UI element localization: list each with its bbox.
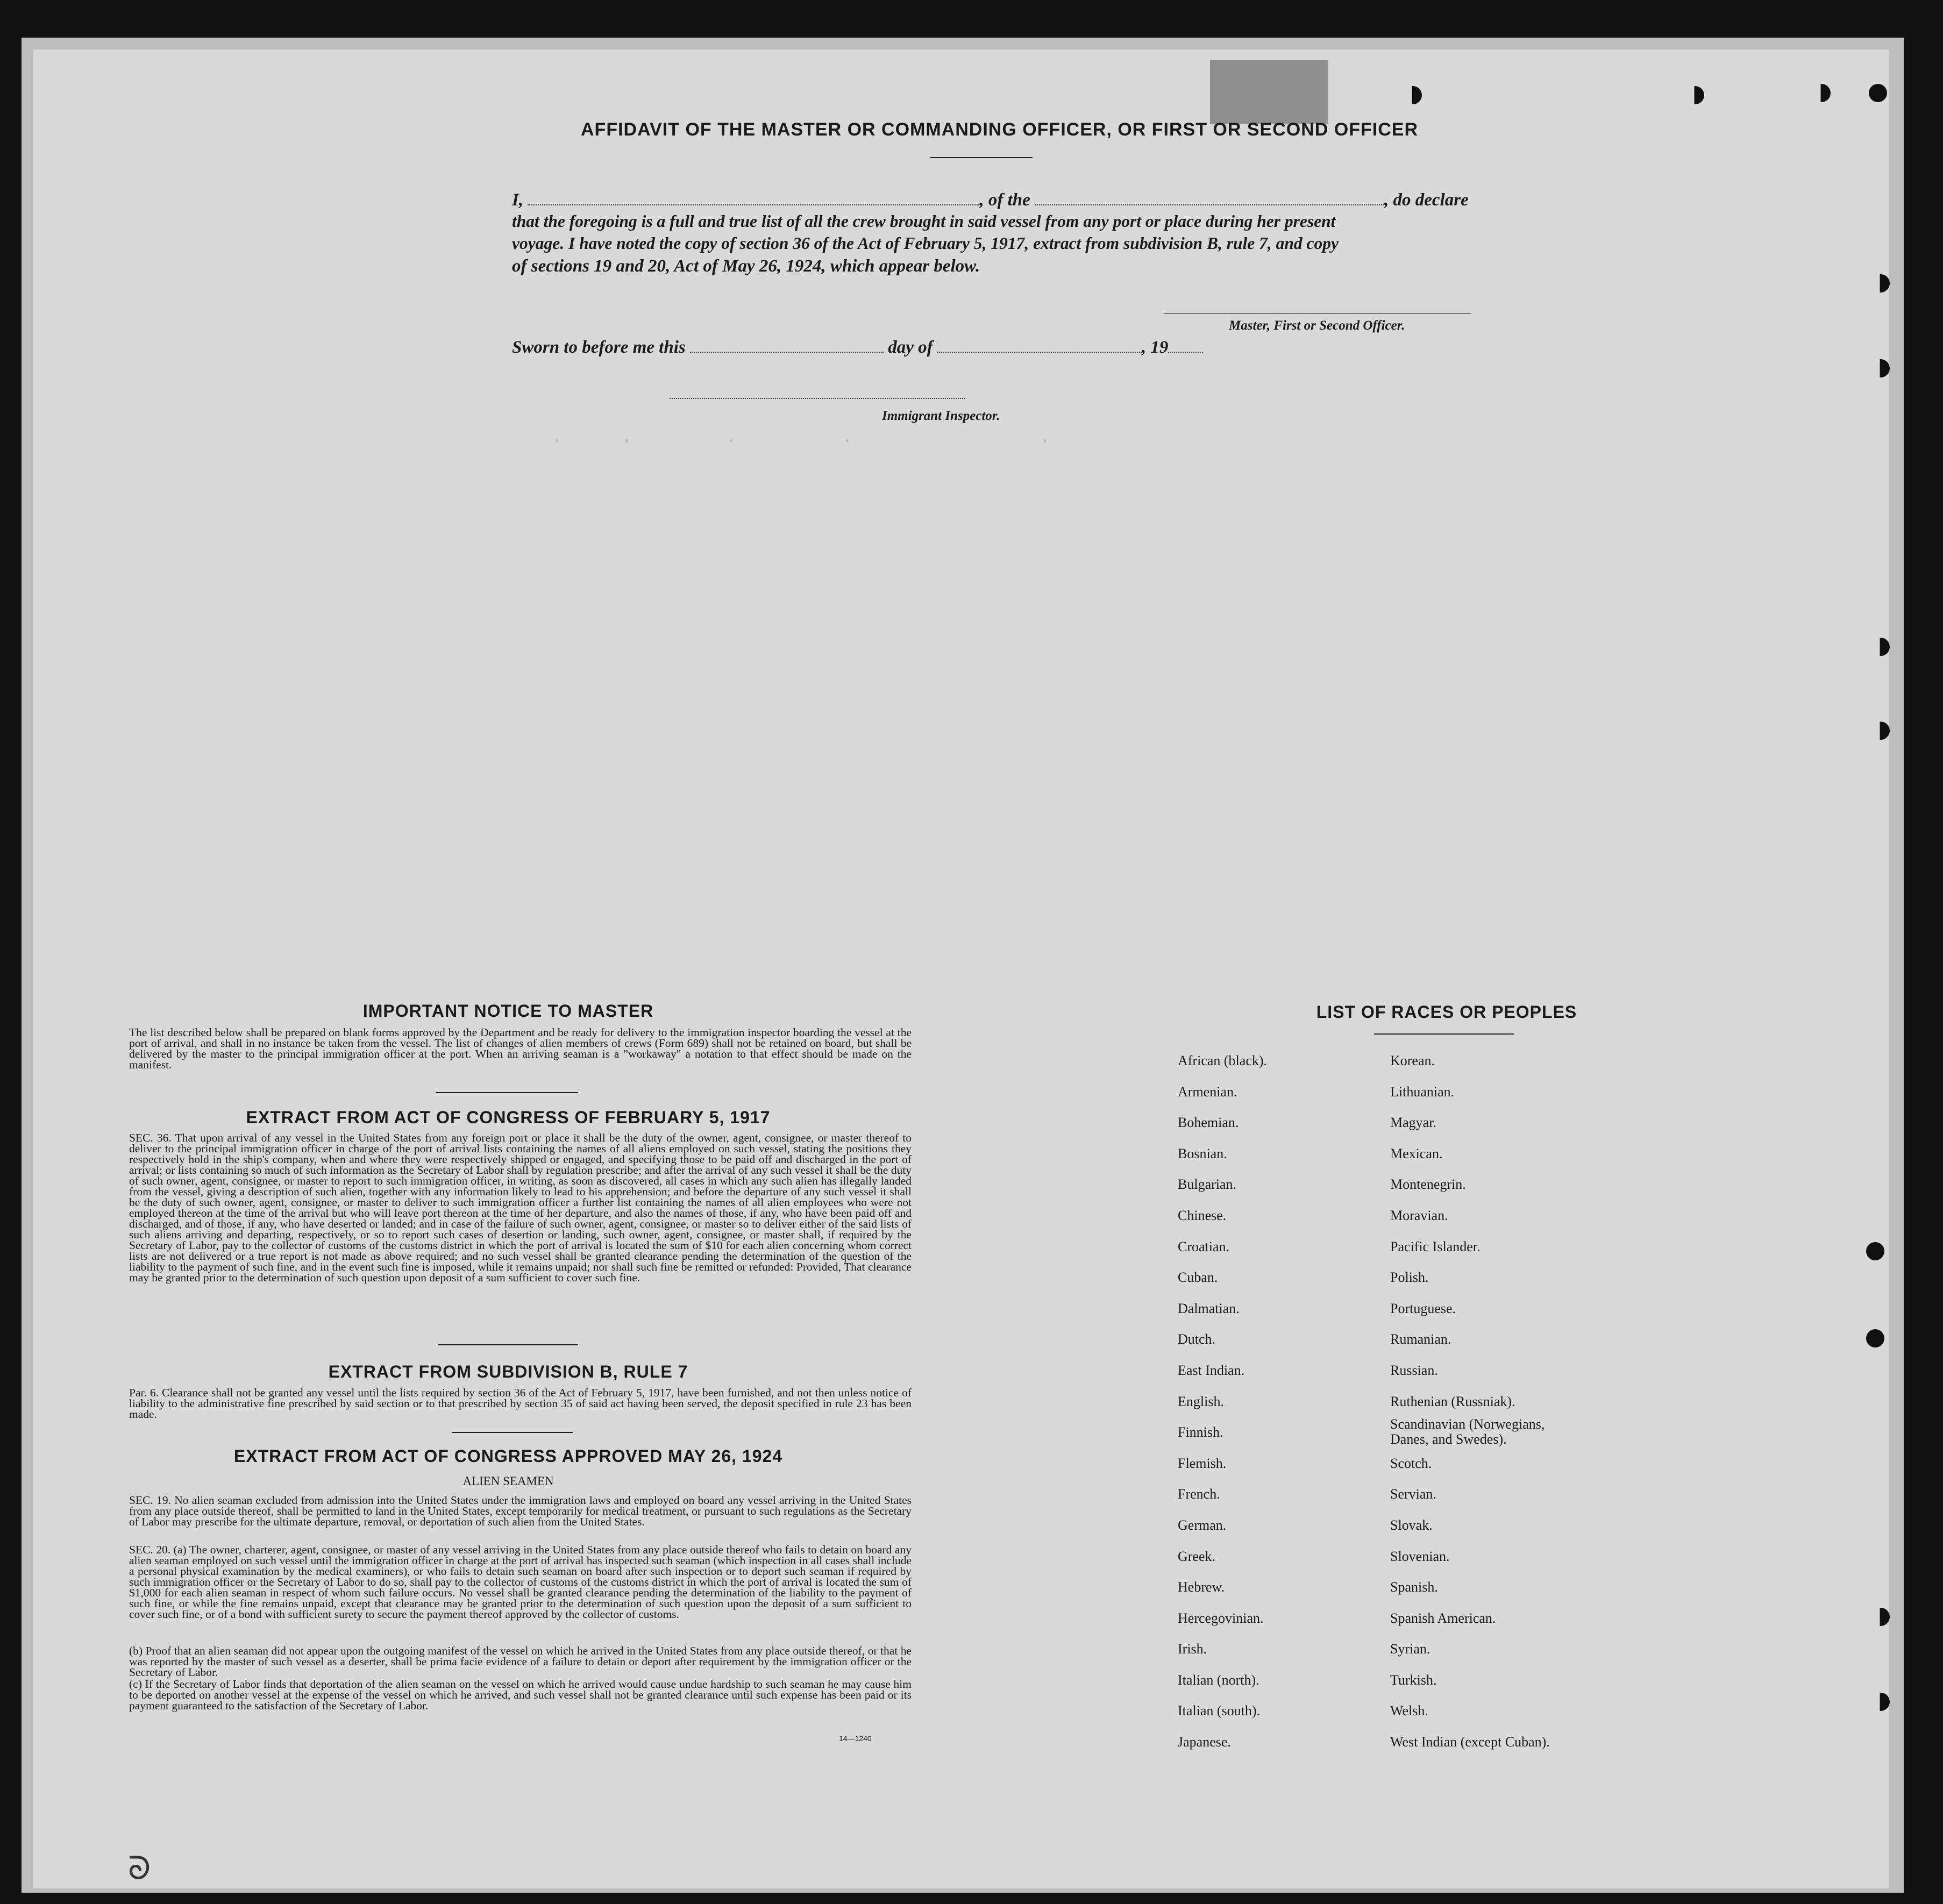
extract-1924-heading: EXTRACT FROM ACT OF CONGRESS APPROVED MAY 26, 1924 — [233, 1446, 783, 1466]
race-item: Magyar. — [1390, 1115, 1436, 1131]
race-item: Cuban. — [1178, 1270, 1218, 1286]
race-item: Japanese. — [1178, 1734, 1231, 1750]
race-item: Welsh. — [1390, 1703, 1428, 1719]
declaration-line-3: of sections 19 and 20, Act of May 26, 1924, which appear below. — [512, 256, 980, 276]
race-item: Dalmatian. — [1178, 1300, 1240, 1316]
race-item: French. — [1178, 1486, 1220, 1502]
declaration-line-0 — [512, 190, 1469, 210]
year-prefix: , 19 — [1141, 338, 1169, 357]
punch-hole — [1871, 1693, 1890, 1711]
notice-text: The list described below shall be prepared on blank forms approved by the Department and be ready for delivery to the immigration inspector boarding the vessel at the port of arrival, and shall in no instance be taken from the vessel. The list of changes of alien members of crews (Form 689) shall not be retained on board, but shall be delivered by the master to the principal immigration officer at the port. When an arriving seaman is a "workaway" a notation to that effect should be made on the manifest. — [129, 1026, 912, 1071]
race-item: Hercegovinian. — [1178, 1610, 1264, 1626]
race-item: Mexican. — [1390, 1145, 1443, 1161]
month-field[interactable] — [937, 338, 1142, 353]
race-item: Portuguese. — [1390, 1300, 1456, 1316]
signature-line[interactable] — [1164, 313, 1471, 314]
race-item: Korean. — [1390, 1053, 1435, 1068]
race-item: Flemish. — [1178, 1455, 1227, 1471]
races-column-1 — [1178, 1045, 1267, 1758]
divider — [1374, 1033, 1514, 1035]
race-item: Scandinavian (Norwegians, Danes, and Swedes). — [1390, 1416, 1545, 1447]
race-item: Scotch. — [1390, 1455, 1432, 1471]
race-item: Finnish. — [1178, 1424, 1223, 1441]
punch-hole — [1866, 1242, 1884, 1260]
races-column-2 — [1390, 1045, 1584, 1758]
sec20c-text: (c) If the Secretary of Labor finds that deportation of the alien seaman on the vessel on which he arrived would cause undue hardship to such seaman he may cause him to be deported on another vessel at the expense of the vessel on which he arrived, and such vessel shall not be granted clearance until such expense has been paid or its payment guaranteed to the satisfaction of the Secretary of Labor. — [129, 1678, 912, 1712]
of-the-label: , of the — [979, 190, 1030, 210]
race-item: Bosnian. — [1178, 1145, 1227, 1161]
divider — [438, 1344, 578, 1345]
race-item: Moravian. — [1390, 1207, 1448, 1223]
race-item: African (black). — [1178, 1053, 1268, 1068]
name-field[interactable] — [528, 190, 979, 205]
race-item: Turkish. — [1390, 1672, 1437, 1688]
signer-caption: Master, First or Second Officer. — [1229, 318, 1405, 333]
race-item: Russian. — [1390, 1362, 1438, 1378]
sworn-label: Sworn to before me this — [512, 338, 686, 357]
punch-hole — [1871, 359, 1890, 377]
divider — [930, 157, 1033, 158]
races-heading: LIST OF RACES OR PEOPLES — [1316, 1002, 1577, 1022]
extract-1917-text: SEC. 36. That upon arrival of any vessel in the United States from any foreign port or place it shall be the duty of the owner, agent, consignee, or master thereof to deliver to the principal immigration officer in charge of the port of arrival lists containing the names of all aliens employed on such vessel, stating the positions they respectively hold in the ship's company, when and where they were respectively shipped or engaged, and specifying those to be paid off and discharged in the port of arrival; or lists containing so much of such information as the Secretary of Labor shall by regulation prescribe; and after the arrival of any such vessel it shall be the duty of such owner, agent, consignee, or master to report to such immigration officer, in writing, as soon as discovered, all cases in which any such alien has illegally landed from the vessel, giving a description of such alien, together with any information likely to lead to his apprehension; and before the departure of any such vessel it shall be the duty of such owner, agent, consignee, or master to deliver to such immigration officer a further list containing the names of all alien employees who were not employed thereon at the time of the arrival but who will leave port thereon at the time of her departure, and also the names of those, if any, who have been paid off and discharged, and of those, if any, who have deserted or landed; and in case of the failure of such owner, agent, consignee, or master so to deliver either of the said lists of such aliens arriving and departing, respectively, or so to report such cases of desertion or landing, such owner, agent, consignee, or master shall, if required by the Secretary of Labor, pay to the collector of customs of the customs district in which the port of arrival is located the sum of $10 for each alien concerning whom correct lists are not delivered or a true report is not made as above required; and no such vessel shall be granted clearance pending the determination of the question of the liability to the payment of such fine, and in the event such fine is imposed, while it remains unpaid; nor shall such fine be remitted or refunded: Provided, That clearance may be granted prior to the determination of such question upon deposit of a sum sufficient to cover such fine. — [129, 1131, 912, 1284]
race-item: Polish. — [1390, 1270, 1429, 1286]
race-item: Croatian. — [1178, 1238, 1230, 1254]
race-item: English. — [1178, 1393, 1224, 1409]
race-item: Italian (south). — [1178, 1703, 1261, 1719]
alien-seamen-subheading: ALIEN SEAMEN — [462, 1474, 554, 1488]
paper-tab — [1210, 60, 1328, 124]
race-item: Servian. — [1390, 1486, 1436, 1502]
race-item: East Indian. — [1178, 1362, 1245, 1378]
vessel-field[interactable] — [1035, 190, 1384, 205]
punch-hole — [1869, 84, 1887, 102]
day-of-label: day of — [888, 338, 933, 357]
race-item: Irish. — [1178, 1641, 1207, 1657]
i-label: I, — [512, 190, 524, 210]
rule7-heading: EXTRACT FROM SUBDIVISION B, RULE 7 — [328, 1362, 688, 1381]
form-number: 14—1240 — [839, 1734, 872, 1743]
inspector-caption: Immigrant Inspector. — [882, 409, 1000, 423]
notice-heading: IMPORTANT NOTICE TO MASTER — [362, 1001, 654, 1021]
race-item: Chinese. — [1178, 1207, 1227, 1223]
bleed-through-text: · · · · · — [516, 430, 1051, 452]
race-item: Armenian. — [1178, 1083, 1237, 1100]
sec20b-text: (b) Proof that an alien seaman did not appear upon the outgoing manifest of the vessel on which he arrived in the United States from any place outside thereof, or that he was reported by the master of such vessel as a deserter, shall be prima facie evidence of a failure to detain or deport after requirement by the immigration officer or the Secretary of Labor. — [129, 1644, 912, 1679]
race-item: Slovenian. — [1390, 1548, 1450, 1564]
race-item: West Indian (except Cuban). — [1390, 1734, 1550, 1750]
declaration-line-2: voyage. I have noted the copy of section 36 of the Act of February 5, 1917, extract from subdivision B, rule 7, and copy — [512, 234, 1339, 253]
race-item: Greek. — [1178, 1548, 1216, 1564]
rule7-text: Par. 6. Clearance shall not be granted any vessel until the lists required by section 36 of the Act of February 5, 1917, have been furnished, and not then unless notice of liability to the administrative fine prescribed by said section or to that prescribed by section 35 of said act having been served, the deposit specified in rule 23 has been made. — [129, 1386, 912, 1421]
race-item: Italian (north). — [1178, 1672, 1259, 1688]
punch-hole — [1404, 86, 1422, 104]
sec20a-text: SEC. 20. (a) The owner, charterer, agent, consignee, or master of any vessel arriving in the United States from any place outside thereof who fails to detain on board any alien seaman employed on such vessel until the immigration officer in charge at the port of arrival has inspected such seaman (which inspection in all cases shall include a personal physical examination by the medical examiners), or who fails to detain such seaman on board after such inspection or to deport such seaman if required by such immigration officer or the Secretary of Labor to do so, shall pay to the collector of customs of the customs district in which the port of arrival is located the sum of $1,000 for each alien seaman in respect of whom such failure occurs. No vessel shall be granted clearance pending the determination of the liability to the payment of such fine, or while the fine remains unpaid, except that clearance may be granted prior to the determination of such question upon the deposit of a sum sufficient to cover such fine, or of a bond with sufficient surety to secure the payment thereof approved by the collector of customs. — [129, 1543, 912, 1621]
extract-1917-heading: EXTRACT FROM ACT OF CONGRESS OF FEBRUARY 5, 1917 — [246, 1108, 771, 1127]
race-item: Lithuanian. — [1390, 1083, 1455, 1100]
do-declare-label: , do declare — [1384, 190, 1469, 210]
punch-hole — [1686, 86, 1704, 104]
punch-hole — [1871, 722, 1890, 740]
divider — [452, 1432, 573, 1433]
punch-hole — [1871, 274, 1890, 293]
race-item: German. — [1178, 1517, 1227, 1533]
race-item: Spanish American. — [1390, 1610, 1496, 1626]
affidavit-title: AFFIDAVIT OF THE MASTER OR COMMANDING OFFICER, OR FIRST OR SECOND OFFICER — [581, 119, 1418, 140]
inspector-signature-line[interactable] — [670, 398, 965, 400]
punch-hole — [1871, 638, 1890, 656]
punch-hole — [1812, 84, 1831, 102]
race-item: Pacific Islander. — [1390, 1238, 1481, 1254]
divider — [436, 1092, 578, 1093]
race-item: Hebrew. — [1178, 1579, 1225, 1595]
race-item: Syrian. — [1390, 1641, 1430, 1657]
year-field[interactable] — [1168, 338, 1203, 353]
declaration-line-1: that the foregoing is a full and true list of all the crew brought in said vessel from any port or place during her present — [512, 212, 1336, 231]
punch-hole — [1871, 1608, 1890, 1626]
sworn-line — [512, 338, 1203, 358]
race-item: Slovak. — [1390, 1517, 1433, 1533]
punch-hole — [1866, 1329, 1884, 1347]
race-item: Dutch. — [1178, 1331, 1216, 1347]
race-item: Montenegrin. — [1390, 1176, 1466, 1193]
sec19-text: SEC. 19. No alien seaman excluded from admission into the United States under the immigration laws and employed on board any vessel arriving in the United States from any place outside thereof, shall be permitted to land in the United States, except temporarily for medical treatment, or pursuant to such regulations as the Secretary of Labor may prescribe for the ultimate departure, removal, or deportation of such alien from the United States. — [129, 1494, 912, 1528]
handwritten-mark: ᘐ — [128, 1850, 151, 1887]
race-item: Bulgarian. — [1178, 1176, 1237, 1193]
race-item: Ruthenian (Russniak). — [1390, 1393, 1515, 1409]
race-item: Spanish. — [1390, 1579, 1438, 1595]
day-field[interactable] — [690, 338, 884, 353]
race-item: Bohemian. — [1178, 1115, 1239, 1131]
race-item: Rumanian. — [1390, 1331, 1451, 1347]
